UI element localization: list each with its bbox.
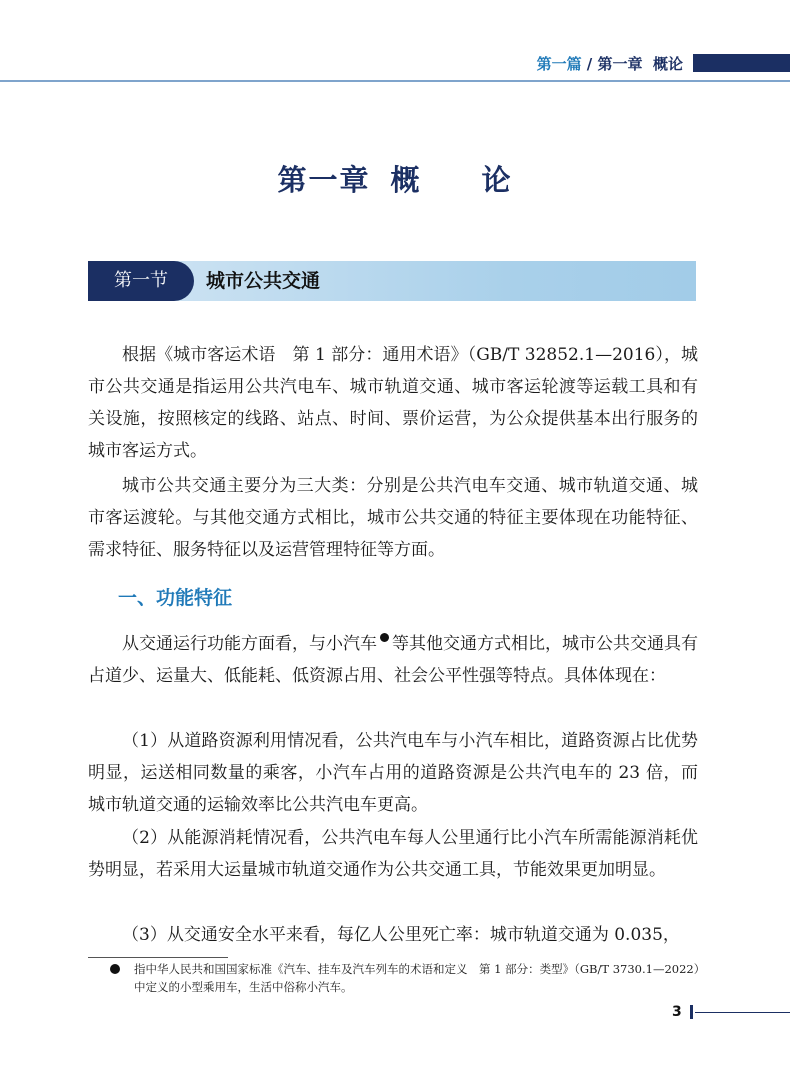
footnote-bullet-icon xyxy=(110,964,120,974)
header-rule xyxy=(0,80,790,82)
running-head xyxy=(537,50,790,76)
footnote-marker-icon xyxy=(380,633,389,642)
paragraph-2: 城市公共交通主要分为三大类：分别是公共汽电车交通、城市轨道交通、城市客运渡轮。与其他交通方式相比，城市公共交通的特征主要体现在功能特征、需求特征、服务特征以及运营管理特征等方面。 xyxy=(88,476,698,560)
footnote-rule xyxy=(88,957,228,958)
chapter-title-word1: 概 xyxy=(390,163,422,197)
paragraph-3 xyxy=(88,628,698,692)
running-head-separator: / xyxy=(581,54,598,73)
footnote xyxy=(112,960,700,996)
chapter-title-prefix: 第一章 xyxy=(277,163,371,197)
paragraph-6: （3）从交通安全水平来看，每亿人公里死亡率：城市轨道交通为 0.035， xyxy=(122,925,680,945)
running-head-topic: 概论 xyxy=(652,54,683,73)
section-title: 城市公共交通 xyxy=(206,270,321,292)
paragraph-4: （1）从道路资源利用情况看，公共汽电车与小汽车相比，道路资源占比优势明显，运送相同数量的乘客，小汽车占用的道路资源是公共汽电车的 23 倍，而城市轨道交通的运输效率比公共汽电车更高。 xyxy=(88,731,698,815)
running-head-bar xyxy=(693,54,790,72)
sub-heading: 一、功能特征 xyxy=(118,587,233,609)
page-number-rule xyxy=(695,1012,790,1013)
page-number: 3 xyxy=(672,1004,682,1020)
running-head-part: 第一篇 xyxy=(536,54,582,73)
footnote-text: 指中华人民共和国国家标准《汽车、挂车及汽车列车的术语和定义 第 1 部分：类型》（GB/T 3730.1—2022）中定义的小型乘用车，生活中俗称小汽车。 xyxy=(134,962,700,994)
chapter-title-word2: 论 xyxy=(481,163,513,197)
paragraph-3-start: 从交通运行功能方面看，与小汽车 xyxy=(122,634,377,654)
paragraph-1: 根据《城市客运术语 第 1 部分：通用术语》（GB/T 32852.1—2016），城市公共交通是指运用公共汽电车、城市轨道交通、城市客运轮渡等运载工具和有关设施，按照核定的线路、站点、时间、票价运营，为公众提供基本出行服务的城市客运方式。 xyxy=(88,345,698,461)
paragraph-5: （2）从能源消耗情况看，公共汽电车每人公里通行比小汽车所需能源消耗优势明显，若采用大运量城市轨道交通作为公共交通工具，节能效果更加明显。 xyxy=(88,828,698,880)
paragraph-3-end: 等其他交通方式相比，城市公共交通具有占道少、运量大、低能耗、低资源占用、社会公平性强等特点。具体体现在： xyxy=(88,634,698,686)
running-head-chapter: 第一章 xyxy=(597,54,643,73)
running-head-text xyxy=(537,53,693,74)
section-tag: 第一节 xyxy=(88,261,194,301)
page-number-tick xyxy=(690,1005,693,1019)
chapter-title xyxy=(0,158,790,199)
